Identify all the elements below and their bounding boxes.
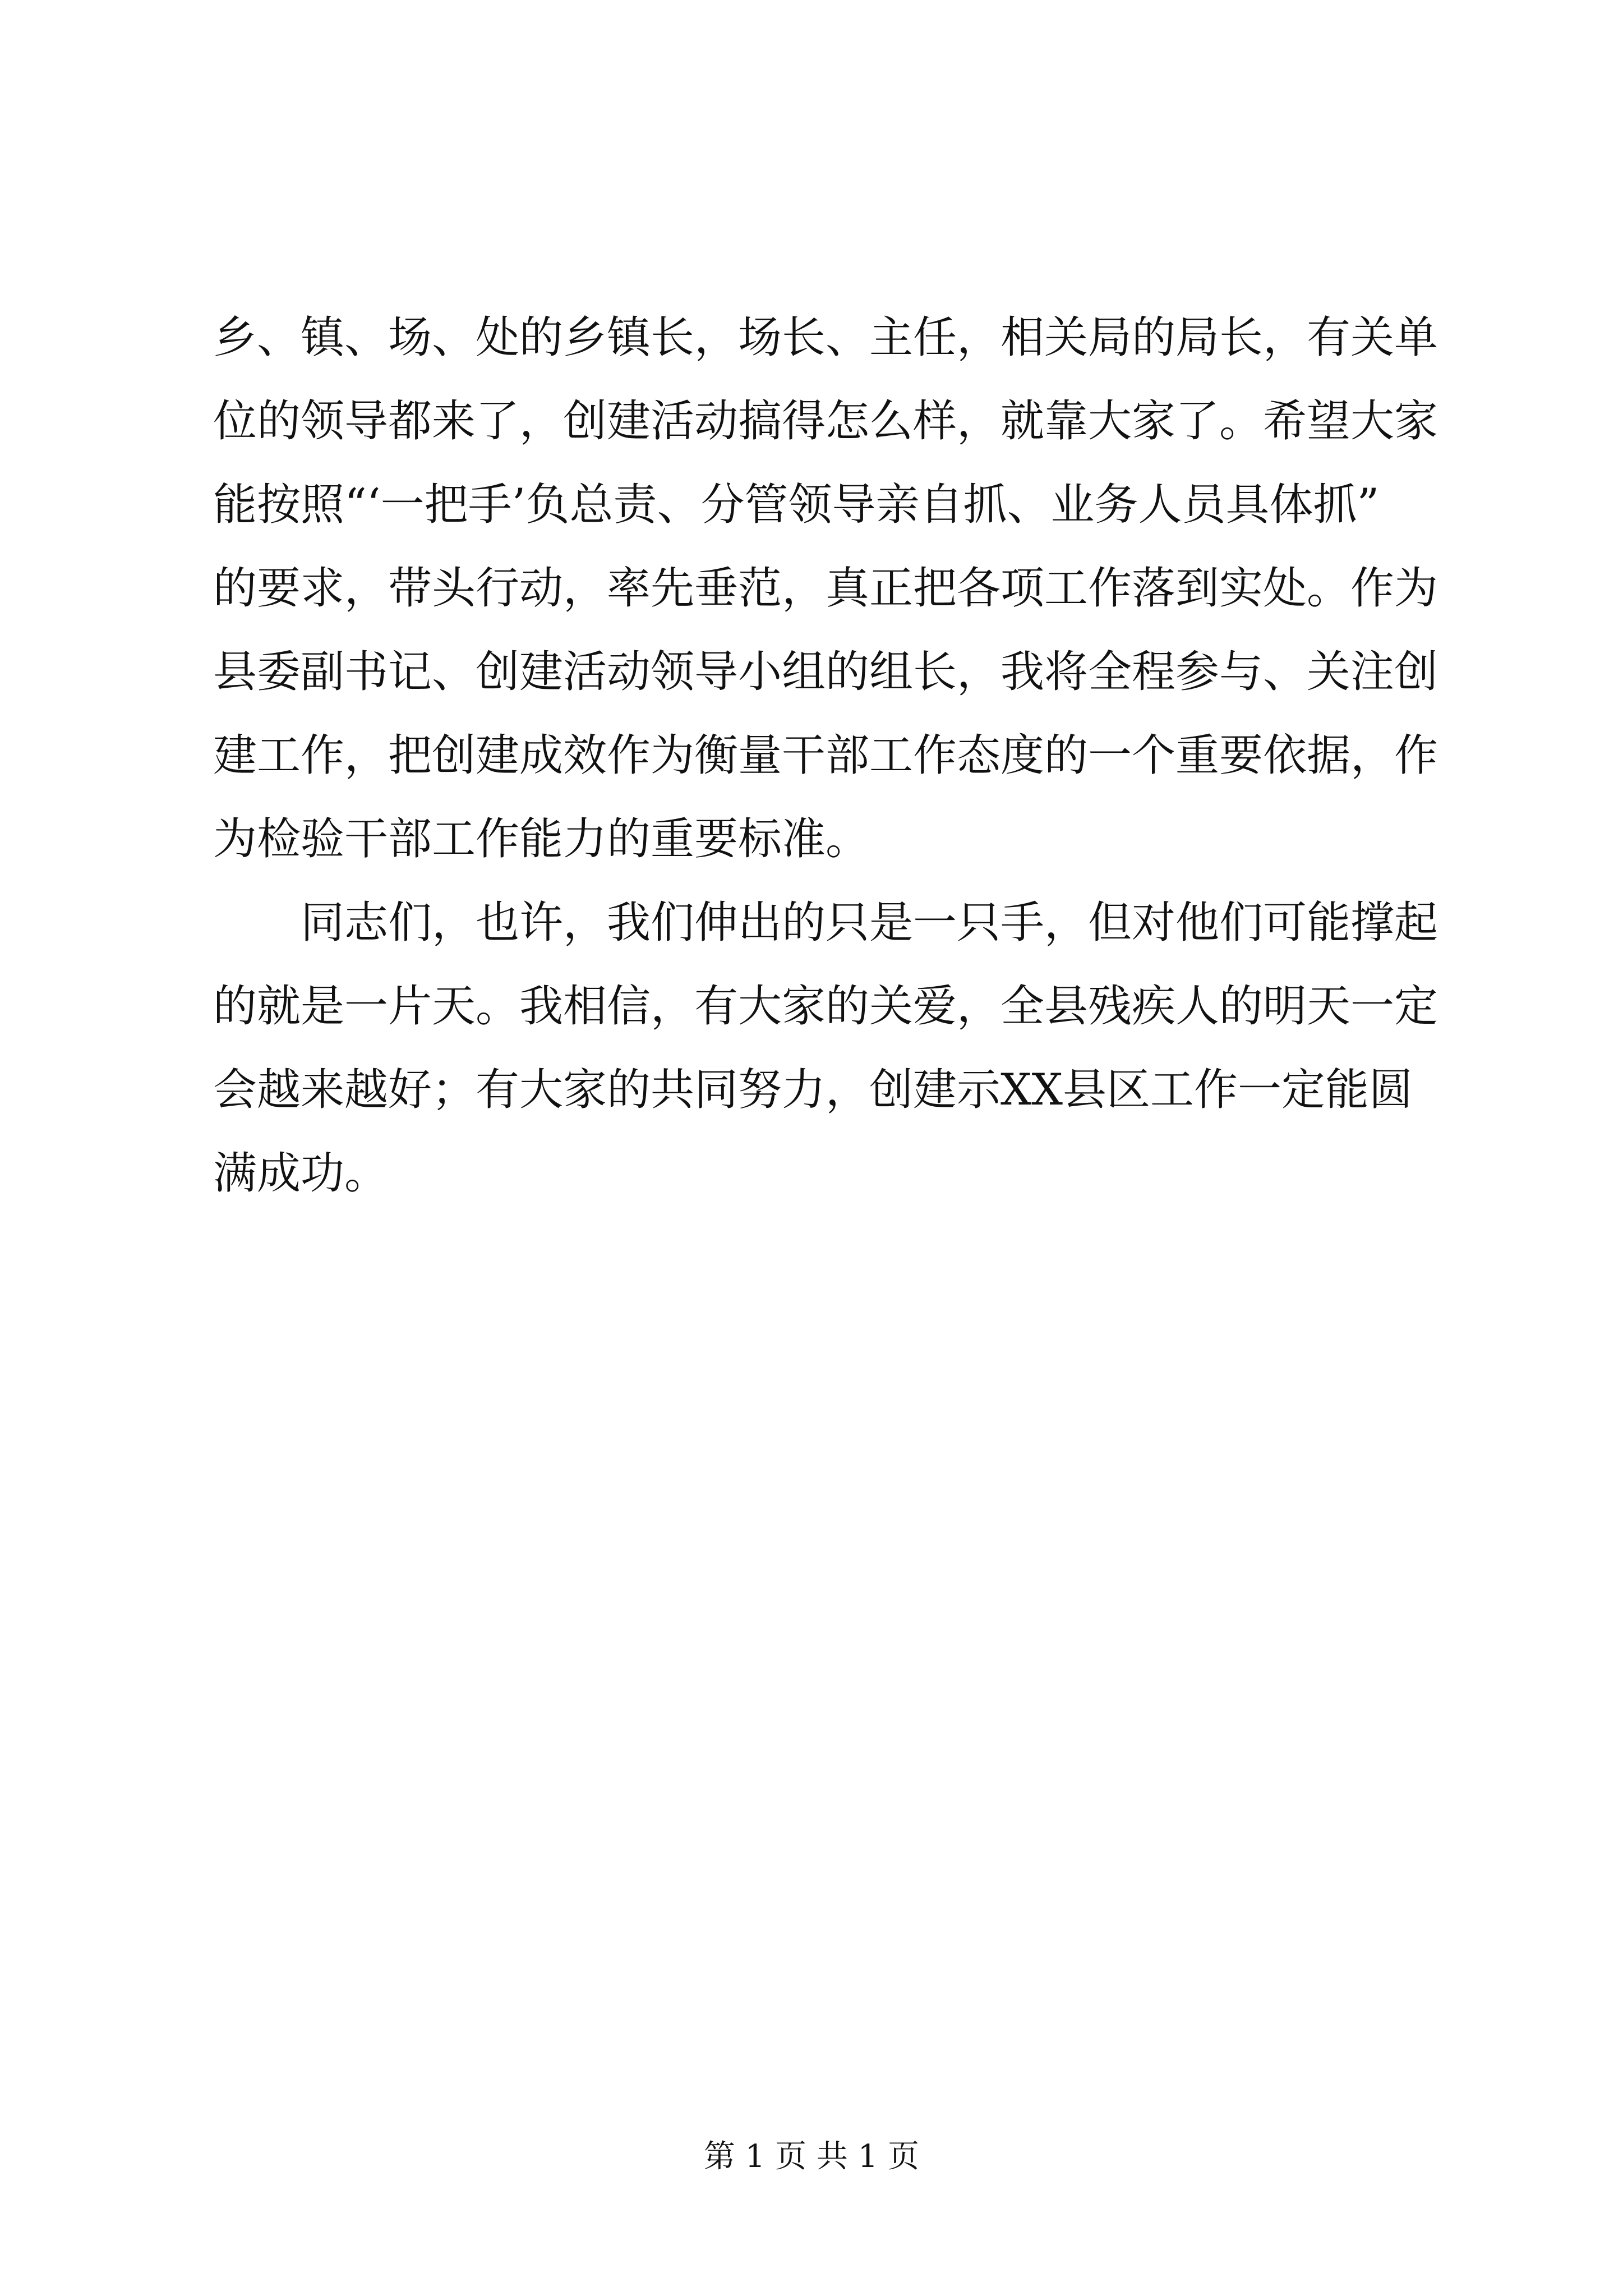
paragraph-1-line-1: 乡、镇、场、处的乡镇长，场长、主任，相关局的局长，有关单 (213, 312, 1438, 363)
paragraph-2-line-2: 的就是一片天。我相信，有大家的关爱，全县残疾人的明天一定 (213, 981, 1438, 1032)
paragraph-1-line-4: 的要求，带头行动，率先垂范，真正把各项工作落到实处。作为 (213, 563, 1438, 614)
paragraph-2-line-4: 满成功。 (213, 1148, 389, 1199)
paragraph-2-line-3: 会越来越好；有大家的共同努力，创建示XX县区工作一定能圆 (213, 1065, 1413, 1115)
paragraph-1-line-2: 位的领导都来了，创建活动搞得怎么样，就靠大家了。希望大家 (213, 396, 1438, 447)
paragraph-2-line-1: 同志们，也许，我们伸出的只是一只手，但对他们可能撑起 (301, 898, 1438, 948)
page-number-label: 第 1 页 共 1 页 (703, 2138, 920, 2175)
page-footer (0, 2137, 1623, 2177)
paragraph-1-line-6: 建工作，把创建成效作为衡量干部工作态度的一个重要依据，作 (213, 730, 1438, 781)
paragraph-1-line-7: 为检验干部工作能力的重要标准。 (213, 814, 870, 864)
paragraph-1-line-5: 县委副书记、创建活动领导小组的组长，我将全程参与、关注创 (213, 647, 1438, 697)
paragraph-1-line-3: 能按照“‘一把手’负总责、分管领导亲自抓、业务人员具体抓” (213, 480, 1380, 530)
document-body (213, 296, 1438, 1216)
